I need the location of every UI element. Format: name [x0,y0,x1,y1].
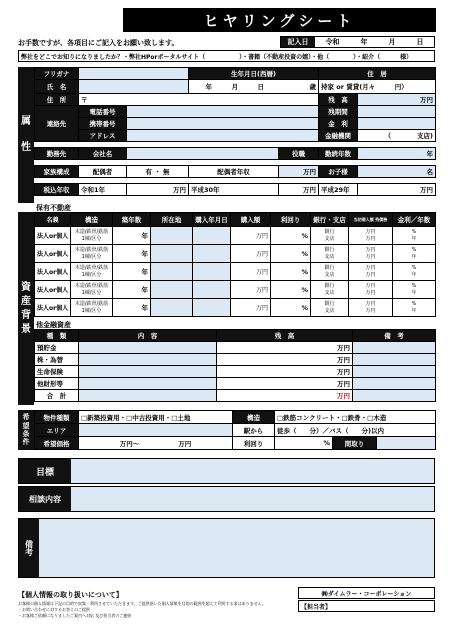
balance-field[interactable]: 万円 [358,94,436,106]
re-location[interactable] [151,263,193,281]
re-purchase-date[interactable] [193,245,231,263]
re-bank[interactable]: 銀行 支店 [311,227,349,245]
financial-table: 種 類 内 容 残 高 備 考 預貯金 万円 株・為替 万円 生命保険 万円 他財形等 万円 合 計 万円 [34,329,436,402]
company-field[interactable] [127,148,279,160]
notes-row: 備考 [18,518,435,578]
real-estate-row [34,262,436,281]
fin-balance-3[interactable]: 万円 [217,378,353,390]
re-yield[interactable]: % [271,281,311,299]
re-location[interactable] [151,299,193,317]
re-loan[interactable]: 万円 万円 [349,281,393,299]
re-structure[interactable]: 木造/鉄骨/鉄筋 1棟/区分 [71,227,113,245]
real-estate-table: 名義 構造 築年数 所在地 購入年月日 購入額 利回り 銀行・支店 当初借入額 残債務 金利／年数 [34,212,436,227]
real-estate-row [34,244,436,263]
re-owner[interactable]: 法人or個人 [35,227,71,245]
consult-row: 相談内容 [18,486,435,512]
name-field[interactable] [79,80,189,94]
walk-field[interactable]: 徒歩（ 分）／バス（ 分)以内 [275,424,436,437]
structure-options[interactable]: □鉄筋コンクリート・□鉄骨・□木造 [275,411,436,424]
fin-balance-2[interactable]: 万円 [217,366,353,378]
re-age[interactable]: 年 [113,263,151,281]
re-rate[interactable]: % 年 [393,227,436,245]
re-location[interactable] [151,227,193,245]
re-structure[interactable]: 木造/鉄骨/鉄筋 1棟/区分 [71,263,113,281]
attribute-table: フリガナ 生年月日(西暦) 住 居 氏 名 年 月 日 歳 持家 or 賃貸(月々 円） 住 所 〒 残 高 万円 連絡先 電話番号 残期間 携帯番号 金 利 アドレス 金融機関 （ 支店) 勤務先 会社名 役職 勤続年数 年 家族構成 配偶者 有 ・ 無 配偶者年収 万円 お子様 名 税込年収 令和1年 万円 平成30年 万円 平成29年 万円 [34,67,436,196]
fin-note-3[interactable] [353,378,436,390]
income-h30-val[interactable]: 万円 [279,184,319,196]
fin-content-1[interactable] [79,354,217,366]
source-question: 弊社をどこでお知りになりましたか？ ・弊社HPorポータルサイト（ ）・書籍（不動産投資の嬉）・他（ ）・紹介（ 様） [18,50,435,62]
re-purchase-date[interactable] [193,263,231,281]
mobile-field[interactable] [127,118,319,130]
re-age[interactable]: 年 [113,227,151,245]
real-estate-label: 保有不動産 [36,204,71,212]
re-yield[interactable]: % [271,263,311,281]
fin-total: 万円 [217,390,353,402]
wish-table: 物件種類 □新築投資用・□中古投資用・□土地 構造 □鉄筋コンクリート・□鉄骨・□木造 エリア 駅から 徒歩（ 分）／バス（ 分)以内 希望価格 万円～ 万円 利回り % 間取り [34,410,436,450]
re-loan[interactable]: 万円 万円 [349,263,393,281]
spouse-income-field[interactable]: 万円 [279,166,319,178]
re-location[interactable] [151,245,193,263]
re-price[interactable]: 万円 [231,245,271,263]
attr-sidebar: 属 性 [18,67,34,203]
re-owner[interactable]: 法人or個人 [35,245,71,263]
re-owner[interactable]: 法人or個人 [35,281,71,299]
re-purchase-date[interactable] [193,299,231,317]
fin-content-3[interactable] [79,378,217,390]
re-age[interactable]: 年 [113,245,151,263]
assets-sidebar: 資 産 背 景 [18,212,34,405]
phone-field[interactable] [127,106,319,118]
income-h30[interactable]: 平成30年 [189,184,279,196]
bank-field[interactable]: （ 支店) [358,130,436,142]
privacy-title: 【個人情報の取り扱いについて】 [18,591,123,599]
years-field[interactable]: 年 [358,148,436,160]
re-structure[interactable]: 木造/鉄骨/鉄筋 1棟/区分 [71,245,113,263]
fin-balance-1[interactable]: 万円 [217,354,353,366]
address-field[interactable]: 〒 [79,94,319,106]
re-bank[interactable]: 銀行 支店 [311,281,349,299]
re-age[interactable]: 年 [113,281,151,299]
goal-field[interactable] [71,459,434,483]
intro-text: お手数ですが、各項目にご記入をお願い致します。 [18,39,179,47]
re-price[interactable]: 万円 [231,281,271,299]
children-field[interactable]: 名 [358,166,436,178]
re-purchase-date[interactable] [193,281,231,299]
income-r1[interactable]: 万円 [127,184,189,196]
email-field[interactable] [127,130,319,142]
re-location[interactable] [151,281,193,299]
re-rate[interactable]: % 年 [393,245,436,263]
re-bank[interactable]: 銀行 支店 [311,299,349,317]
re-structure[interactable]: 木造/鉄骨/鉄筋 1棟/区分 [71,299,113,317]
re-purchase-date[interactable] [193,227,231,245]
area-field[interactable] [79,424,233,437]
re-price[interactable]: 万円 [231,227,271,245]
privacy-text: お客様の個人情報は下記の目的で収集・利用させていただきます。ご提供頂いた個人情報を目的の範囲を超えて利用する事はありません。 ・お問い合わせに対するお答えのご提供 ・お客様ご依頼になりましたご案内へ対応 及び担当者のご連絡 [18,601,266,618]
price-field[interactable]: 万円～ 万円 [79,437,233,450]
period-field[interactable] [358,106,436,118]
re-yield[interactable]: % [271,245,311,263]
company-name: ㈱ダイムラー・コーポレーション [298,587,435,599]
page-title: ヒヤリングシート [123,8,436,32]
property-type-options[interactable]: □新築投資用・□中古投資用・□土地 [79,411,233,424]
re-structure[interactable]: 木造/鉄骨/鉄筋 1棟/区分 [71,281,113,299]
furigana-field[interactable] [79,68,189,80]
re-yield[interactable]: % [271,299,311,317]
re-yield[interactable]: % [271,227,311,245]
fin-balance-0[interactable]: 万円 [217,342,353,354]
income-h29[interactable]: 万円 [358,184,436,196]
layout-field[interactable] [377,437,436,450]
entry-date: 記入日 令和 年 月 日 [280,36,435,48]
re-bank[interactable]: 銀行 支店 [311,245,349,263]
re-age[interactable]: 年 [113,299,151,317]
spouse-toggle[interactable]: 有 ・ 無 [127,166,189,178]
fin-content-2[interactable] [79,366,217,378]
real-estate-row [34,280,436,299]
yield-field[interactable]: % [275,437,333,450]
fin-note-2[interactable] [353,366,436,378]
rate-field[interactable] [358,118,436,130]
re-rate[interactable]: % 年 [393,263,436,281]
re-rate[interactable]: % 年 [393,299,436,317]
fin-note-0[interactable] [353,342,436,354]
re-owner[interactable]: 法人or個人 [35,299,71,317]
re-owner[interactable]: 法人or個人 [35,263,71,281]
dob-field[interactable]: 年 月 日 歳 [189,80,319,94]
wish-sidebar: 希 望 条 件 [18,410,34,450]
re-loan[interactable]: 万円 万円 [349,245,393,263]
staff-field[interactable]: 【担当者】 [298,600,435,612]
consult-field[interactable] [71,487,434,511]
re-bank[interactable]: 銀行 支店 [311,263,349,281]
goal-row: 目標 [18,458,435,484]
re-loan[interactable]: 万円 万円 [349,299,393,317]
real-estate-row [34,226,436,245]
fin-note-1[interactable] [353,354,436,366]
re-loan[interactable]: 万円 万円 [349,227,393,245]
re-price[interactable]: 万円 [231,299,271,317]
re-price[interactable]: 万円 [231,263,271,281]
real-estate-row [34,298,436,317]
fin-content-0[interactable] [79,342,217,354]
re-rate[interactable]: % 年 [393,281,436,299]
residence-field[interactable]: 持家 or 賃貸(月々 円） [319,80,436,94]
financial-label: 他金融資産 [36,321,71,329]
notes-field[interactable] [39,519,434,577]
